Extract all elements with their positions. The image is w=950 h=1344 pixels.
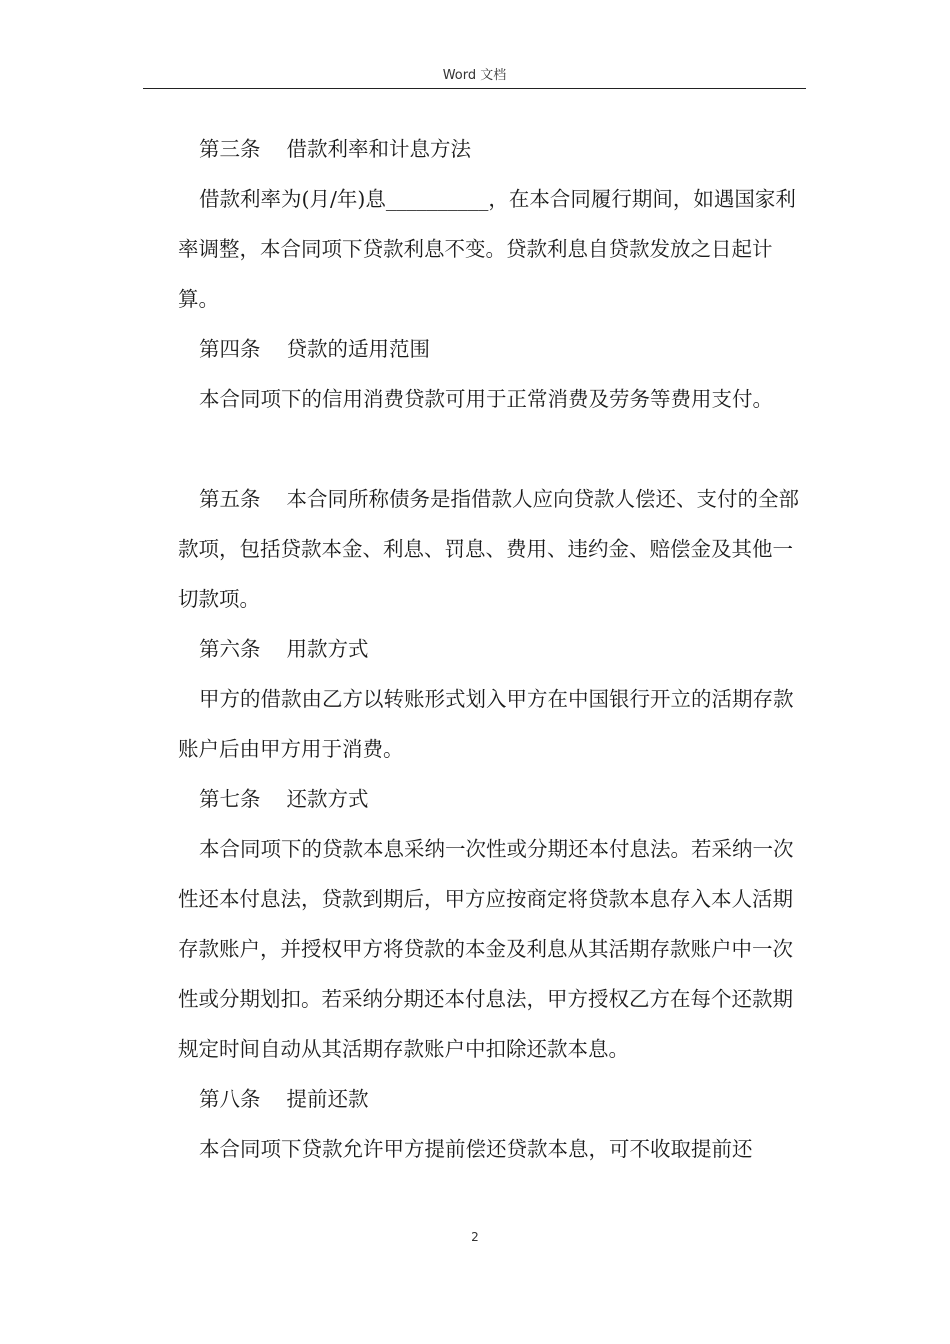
article-number: 第五条 [199,487,261,511]
article-title: 用款方式 [286,637,369,661]
article-8-body: 本合同项下贷款允许甲方提前偿还贷款本息，可不收取提前还 [199,1137,753,1161]
article-8-heading [178,1074,808,1124]
article-text: 本合同所称债务是指借款人应向贷款人偿还、支付的全部款项，包括贷款本金、利息、罚息、费用、违约金、赔偿金及其他一切款项。 [178,487,799,611]
article-6-body: 甲方的借款由乙方以转账形式划入甲方在中国银行开立的活期存款账户后由甲方用于消费。 [178,687,794,761]
page-footer [0,1230,950,1244]
article-3-heading [178,124,808,174]
article-title: 还款方式 [286,787,369,811]
article-number: 第七条 [199,787,261,811]
article-5-paragraph [178,474,808,624]
article-3-body: 借款利率为(月/年)息__________，在本合同履行期间，如遇国家利率调整，本合同项下贷款利息不变。贷款利息自贷款发放之日起计算。 [178,187,796,311]
article-title: 借款利率和计息方法 [286,137,471,161]
article-number: 第八条 [199,1087,261,1111]
article-4-body: 本合同项下的信用消费贷款可用于正常消费及劳务等费用支付。 [199,387,773,411]
page-number: 2 [471,1230,479,1244]
article-4-heading [178,324,808,374]
article-7-body: 本合同项下的贷款本息采纳一次性或分期还本付息法。若采纳一次性还本付息法，贷款到期后，甲方应按商定将贷款本息存入本人活期存款账户，并授权甲方将贷款的本金及利息从其活期存款账户中一次性或分期划扣。若采纳分期还本付息法，甲方授权乙方在每个还款期规定时间自动从其活期存款账户中扣除还款本息。 [178,837,794,1061]
article-number: 第四条 [199,337,261,361]
document-body [178,124,808,1174]
article-title: 提前还款 [286,1087,369,1111]
article-number: 第六条 [199,637,261,661]
blank-line [178,424,808,474]
article-7-heading [178,774,808,824]
page-header [143,66,806,89]
header-title: Word 文档 [442,68,507,83]
article-title: 贷款的适用范围 [286,337,430,361]
article-number: 第三条 [199,137,261,161]
article-6-heading [178,624,808,674]
